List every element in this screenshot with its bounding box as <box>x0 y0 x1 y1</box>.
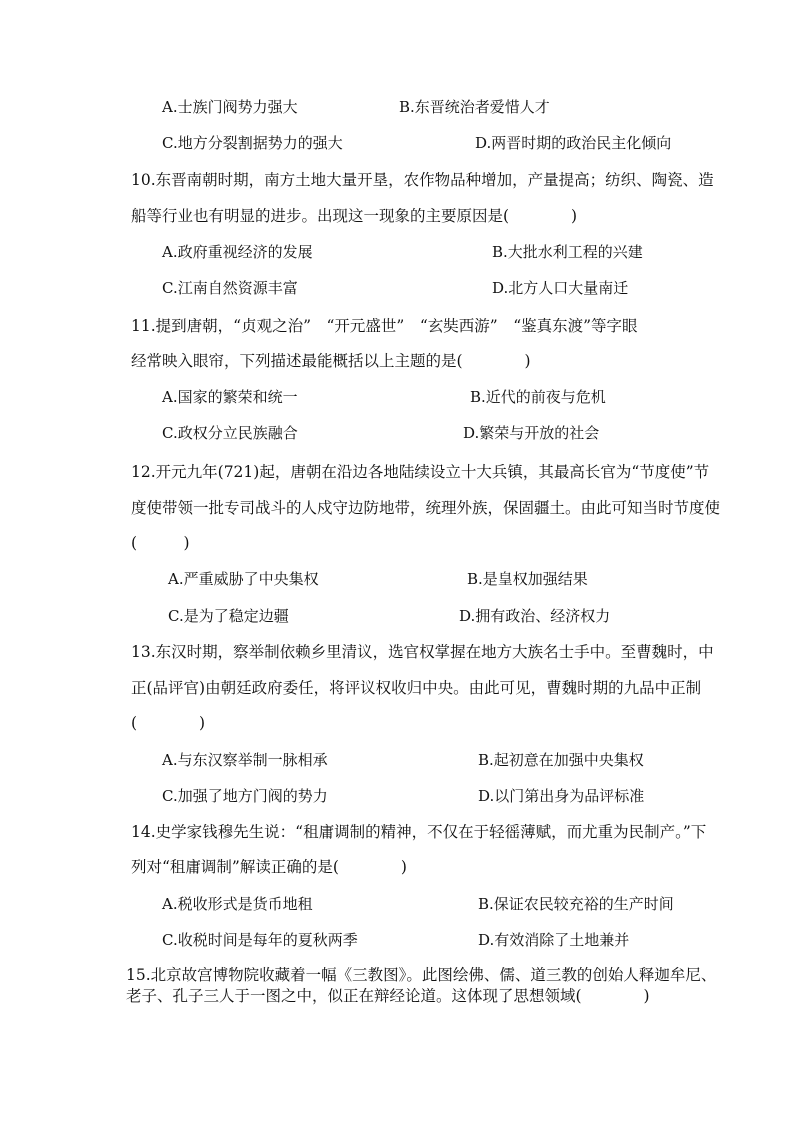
q15-stem-line-1: 15.北京故宫博物院收藏着一幅《三教图》。此图绘佛、儒、道三教的创始人释迦牟尼、 <box>126 966 717 984</box>
q11-option-b: B.近代的前夜与危机 <box>470 388 606 406</box>
q11-stem-line-1: 11.提到唐朝，“贞观之治” “开元盛世” “玄奘西游” “鉴真东渡”等字眼 <box>131 317 638 335</box>
q12-option-b: B.是皇权加强结果 <box>467 570 588 588</box>
q12-option-c: C.是为了稳定边疆 <box>168 607 289 625</box>
q12-option-d: D.拥有政治、经济权力 <box>459 607 611 625</box>
q11-stem-line-2: 经常映入眼帘，下列描述最能概括以上主题的是( ) <box>131 352 531 370</box>
q10-option-b: B.大批水利工程的兴建 <box>492 243 643 261</box>
q9-option-a: A.士族门阀势力强大 <box>162 98 298 116</box>
q14-option-a: A.税收形式是货币地租 <box>162 895 313 913</box>
q13-option-b: B.起初意在加强中央集权 <box>478 751 644 769</box>
q10-option-a: A.政府重视经济的发展 <box>162 243 313 261</box>
q10-stem-line-1: 10.东晋南朝时期，南方土地大量开垦，农作物品种增加，产量提高；纺织、陶瓷、造 <box>131 171 714 189</box>
q14-option-b: B.保证农民较充裕的生产时间 <box>478 895 674 913</box>
q9-option-b: B.东晋统治者爱惜人才 <box>399 98 550 116</box>
q13-stem-line-3: ( ) <box>131 714 206 732</box>
q9-option-d: D.两晋时期的政治民主化倾向 <box>475 134 672 152</box>
q10-option-c: C.江南自然资源丰富 <box>162 279 298 297</box>
q14-option-c: C.收税时间是每年的夏秋两季 <box>162 931 358 949</box>
q11-option-c: C.政权分立民族融合 <box>162 424 298 442</box>
q11-option-a: A.国家的繁荣和统一 <box>162 388 298 406</box>
q14-stem-line-1: 14.史学家钱穆先生说：“租庸调制的精神，不仅在于轻徭薄赋，而尤重为民制产。”下 <box>131 823 707 841</box>
q12-stem-line-1: 12.开元九年(721)起，唐朝在沿边各地陆续设立十大兵镇，其最高长官为“节度使”节 <box>131 463 710 481</box>
q15-stem-line-2: 老子、孔子三人于一图之中，似正在辩经论道。这体现了思想领域( ) <box>126 987 650 1005</box>
q10-option-d: D.北方人口大量南迁 <box>492 279 629 297</box>
q14-stem-line-2: 列对“租庸调制”解读正确的是( ) <box>131 858 407 876</box>
q13-stem-line-2: 正(品评官)由朝廷政府委任，将评议权收归中央。由此可见，曹魏时期的九品中正制 <box>131 679 702 697</box>
q11-option-d: D.繁荣与开放的社会 <box>463 424 600 442</box>
q12-option-a: A.严重威胁了中央集权 <box>168 570 319 588</box>
q13-option-a: A.与东汉察举制一脉相承 <box>162 751 328 769</box>
q13-stem-line-1: 13.东汉时期，察举制依赖乡里清议，选官权掌握在地方大族名士手中。至曹魏时，中 <box>131 643 714 661</box>
q12-stem-line-3: ( ) <box>131 534 190 552</box>
q13-option-c: C.加强了地方门阀的势力 <box>162 787 328 805</box>
q9-option-c: C.地方分裂割据势力的强大 <box>162 134 343 152</box>
q13-option-d: D.以门第出身为品评标准 <box>478 787 645 805</box>
q14-option-d: D.有效消除了土地兼并 <box>478 931 630 949</box>
q10-stem-line-2: 船等行业也有明显的进步。出现这一现象的主要原因是( ) <box>131 207 578 225</box>
q12-stem-line-2: 度使带领一批专司战斗的人戍守边防地带，统理外族，保固疆土。由此可知当时节度使 <box>131 499 721 517</box>
